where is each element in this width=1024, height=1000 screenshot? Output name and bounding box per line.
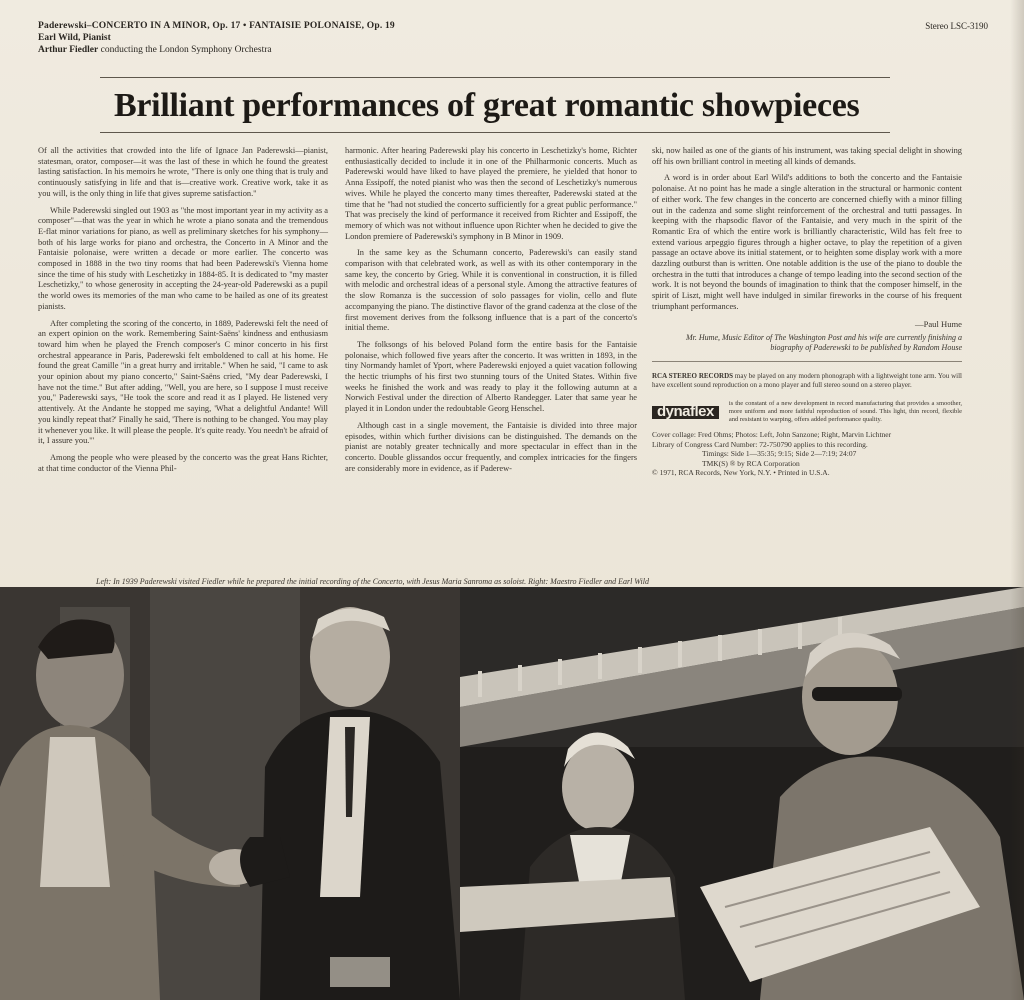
rca-notice-title: RCA STEREO RECORDS: [652, 372, 734, 381]
liner-notes-column-3: [652, 146, 962, 478]
paragraph: Although cast in a single movement, the Fantaisie is divided into three major episodes, within which further divisions can be distinguished. The demands on the pianist are notably greater technically and more spectacular in effect than in the concerto. Double glissandos occur frequently, and complex intricacies for the fingers are considerably more in evidence, as if Paderew-: [345, 420, 637, 473]
trademark: TMK(S) ® by RCA Corporation: [702, 458, 800, 468]
album-program-title: Paderewski–CONCERTO IN A MINOR, Op. 17 • FANTAISIE POLONAISE, Op. 19: [38, 21, 395, 31]
paragraph: Of all the activities that crowded into the life of Ignace Jan Paderewski—pianist, statesman, orator, composer—it was the last of these in which he found the greatest lasting satisfaction. In his memoirs he wrote, "There is only one thing that is truly and continuously satisfying in life and that is—creative work. Creative work, take it as you will, is the only thing in life that gives supreme satisfaction.": [38, 146, 328, 198]
conductor-name: Arthur Fiedler: [38, 45, 99, 55]
photo-handshake: [0, 587, 460, 1000]
paragraph: After completing the scoring of the concerto, in 1889, Paderewski felt the need of an expert opinion on the work. Remembering Saint-Saëns' kindness and enthusiasm toward him when he played the French composer's C minor concerto in his first orchestral appearance in Paris, Paderewski felt emboldened to call at his home. He found the great Camille "in a great hurry and irritable." When he said, "I came to ask your opinion about my piano concerto," Saint-Saëns cried, "My dear Paderewski, I have not the time." But after adding, "Well, you are here, so I suppose I must receive you," Paderewski says, "He took the score and read it as I played. He listened very attentively. At the Andante he stopped me saying, 'What a delightful Andante! Will you kindly repeat that?' Finally he said, 'There is nothing to be changed. You may play it whenever you like. It will please the people. It's quite ready. You needn't be afraid of it, I assure you.'": [38, 318, 328, 446]
dynaflex-notice: [652, 400, 962, 424]
page-edge-shadow: [1010, 0, 1024, 1000]
timings: Timings: Side 1—35:35; 9:15; Side 2—7:19; 24:07: [702, 449, 857, 459]
copyright: © 1971, RCA Records, New York, N.Y. • Printed in U.S.A.: [652, 468, 830, 478]
library-card: Library of Congress Card Number: 72-750790 applies to this recording.: [652, 439, 868, 449]
paragraph: ski, now hailed as one of the giants of his instrument, was taking special delight in showing off his own brilliant control in meeting all kinds of demands.: [652, 146, 962, 166]
album-header: [38, 20, 988, 56]
headline-box: [100, 77, 890, 133]
paragraph: Among the people who were pleased by the concerto was the great Hans Richter, at that time conductor of the Vienna Phil-: [38, 452, 328, 473]
author-credit: Mr. Hume, Music Editor of The Washington Post and his wife are currently finishing a biography of Paderewski to be published by Random House: [652, 333, 962, 362]
dynaflex-text: is the constant of a new development in record manufacturing that provides a smoother, more uniform and more faithful reproduction of sound. This light, thin record, flexible and resistant to warping, offers added performance quality.: [728, 400, 962, 424]
conductor-credit: [38, 44, 988, 56]
cover-credit: Cover collage: Fred Ohms; Photos: Left, John Sanzone; Right, Marvin Lichtner: [652, 430, 892, 440]
paragraph: A word is in order about Earl Wild's additions to both the concerto and the Fantaisie polonaise. At no point has he made a single alteration in the structural or harmonic content of either work. The few changes in the concerto are concerned chiefly with a minor filling out in the cadenza and some slight reinforcement of the orchestral and tutti passages. In keeping with the rhapsodic flavor of the Fantaisie, and very much in the spirit of the Romantic Era of which the entire work is brilliantly characteristic, Wild has felt free to extend various arpeggio figures through a higher octave, to play the repetition of a given passage an octave above its initial statement, or to heighten some display work with a more dazzling outburst than is written. One notable addition is the use of the piano to double the orchestra in the tutti that introduces a change of tempo leading into the second section of the work. It is not beyond the bounds of imagination to think that the composer himself, in the spirit of Liszt, might well have indulged in similar fireworks in the course of his frequent triumphant performances.: [652, 173, 962, 311]
paragraph: In the same key as the Schumann concerto, Paderewski's can easily stand comparison with that celebrated work, as well as with its other contemporary in the same key, the concerto by Grieg. While it is conventional in construction, it is filled with melodic and orchestral ideas of a personal style. Among the attractive features of the slow Romanza is the succession of solo passages for violin, cello and flute accompanying the piano. The distinctive flavor of the grand cadenza at the close of the first movement derives from the folksong influence that is a part of the concerto's initial theme.: [345, 248, 637, 333]
rca-stereo-notice: [652, 372, 962, 390]
photo-rehearsal: [460, 587, 1024, 1000]
author-signature: —Paul Hume: [914, 318, 962, 329]
conductor-rest: conducting the London Symphony Orchestra: [98, 45, 272, 55]
paragraph: While Paderewski singled out 1903 as "the most important year in my activity as a composer"—that was the year in which he wrote a piano sonata and the tremendous E-flat minor variations for piano, as well as preliminary sketches for his symphony—both of his large works for piano and orchestra, the Concerto in A Minor and the Fantaisie polonaise, were written a decade or more earlier. The concerto was composed in 1888 in the two tiny rooms that had been Paderewski's Vienna home since the time of his study with Leschetizky in 1884-85. It is dedicated to "my master Leschetizky," to whose generosity in accepting the 24-year-old Paderewski as a pupil the world owes its memories of the man who came to be hailed as one of its greatest pianists.: [38, 205, 328, 311]
photo-caption: Left: In 1939 Paderewski visited Fiedler while he prepared the initial recording of the Concerto, with Jesus Maria Sanroma as soloist. Right: Maestro Fiedler and Earl Wild: [96, 577, 649, 586]
headline: Brilliant performances of great romantic showpieces: [114, 87, 860, 124]
dynaflex-logo: dynaflex: [652, 406, 719, 419]
pianist-credit: Earl Wild, Pianist: [38, 33, 111, 43]
liner-notes-column-2: [345, 146, 637, 480]
production-credits: [652, 430, 962, 478]
rca-notice-text: may be played on any modern phonograph with a lightweight tone arm. You will have excellent sound reproduction on a mono player and full stereo sound on a stereo player.: [652, 372, 962, 390]
liner-notes-column-1: [38, 146, 328, 480]
paragraph: harmonic. After hearing Paderewski play his concerto in Leschetizky's home, Richter enthusiastically decided to include it in one of the Philharmonic concerts. Much as Paderewski would have liked to have played the premiere, he yielded that honor to Anna Essipoff, the noted pianist who was then the second of Leschetizky's numerous wives. While he played the concerto many times thereafter, Paderewski stated at the time that he "had not studied the concerto sufficiently for a great public performance." That was precisely the kind of performance it received from Richter and Essipoff, the memory of which was not without influence upon Richter when he decided to give the London premiere of Paderewski's symphony in B Minor in 1909.: [345, 146, 637, 241]
paragraph: The folksongs of his beloved Poland form the entire basis for the Fantaisie polonaise, which followed five years after the concerto. It was written in 1893, in the tiny Normandy hamlet of Yport, where Paderewski enjoyed a quiet vacation following the hectic triumphs of his first two stunning tours of the United States. Within five weeks he finished the work and was ready to play it the following autumn at a Norwich Festival under the direction of Alberto Randegger. Later that same year he played it in London under the redoubtable Georg Henschel.: [345, 339, 637, 414]
catalog-number: Stereo LSC-3190: [925, 21, 988, 31]
